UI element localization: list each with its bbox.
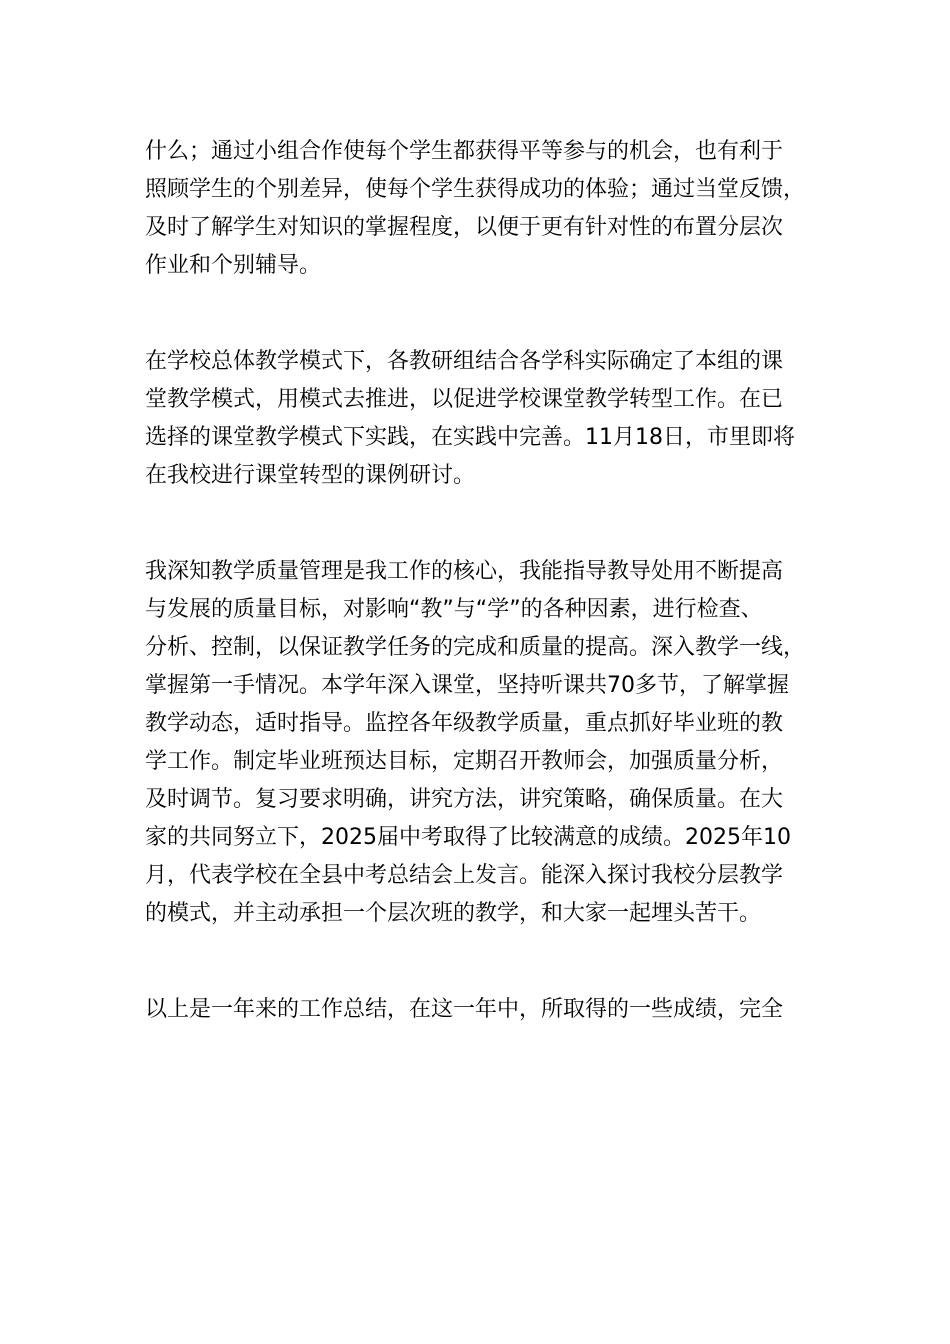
paragraph-line: 掌握第一手情况。本学年深入课堂，坚持听课共70多节，了解掌握	[145, 673, 789, 698]
paragraph-4	[145, 991, 825, 1029]
paragraph-line: 什么；通过小组合作使每个学生都获得平等参与的机会，也有利于	[145, 139, 784, 164]
paragraph-line: 的模式，并主动承担一个层次班的教学，和大家一起埋头苦干。	[145, 901, 762, 926]
paragraph-line: 以上是一年来的工作总结，在这一年中，所取得的一些成绩，完全	[145, 997, 784, 1022]
paragraph-line: 堂教学模式，用模式去推进，以促进学校课堂教学转型工作。在已	[145, 387, 784, 412]
paragraph-line: 学工作。制定毕业班预达目标，定期召开教师会，加强质量分析，	[145, 749, 784, 774]
paragraph-line: 家的共同努立下，2025届中考取得了比较满意的成绩。2025年10	[145, 825, 791, 850]
paragraph-line: 我深知教学质量管理是我工作的核心，我能指导教导处用不断提高	[145, 559, 784, 584]
paragraph-line: 及时调节。复习要求明确，讲究方法，讲究策略，确保质量。在大	[145, 787, 784, 812]
document-body	[145, 133, 825, 1029]
paragraph-line: 照顾学生的个别差异，使每个学生获得成功的体验；通过当堂反馈，	[145, 177, 806, 202]
paragraph-line: 分析、控制，以保证教学任务的完成和质量的提高。深入教学一线，	[145, 635, 806, 660]
paragraph-3	[145, 553, 825, 933]
paragraph-line: 与发展的质量目标，对影响“教”与“学”的各种因素，进行检查、	[145, 597, 763, 622]
paragraph-line: 作业和个别辅导。	[145, 253, 322, 278]
paragraph-spacer	[145, 933, 825, 991]
paragraph-spacer	[145, 495, 825, 553]
paragraph-line: 及时了解学生对知识的掌握程度，以便于更有针对性的布置分层次	[145, 215, 784, 240]
paragraph-spacer	[145, 285, 825, 343]
paragraph-line: 在学校总体教学模式下，各教研组结合各学科实际确定了本组的课	[145, 349, 784, 374]
paragraph-line: 选择的课堂教学模式下实践，在实践中完善。11月18日，市里即将	[145, 425, 795, 450]
paragraph-line: 在我校进行课堂转型的课例研讨。	[145, 463, 476, 488]
paragraph-line: 月，代表学校在全县中考总结会上发言。能深入探讨我校分层教学	[145, 863, 784, 888]
paragraph-1	[145, 133, 825, 285]
paragraph-line: 教学动态，适时指导。监控各年级教学质量，重点抓好毕业班的教	[145, 711, 784, 736]
paragraph-2	[145, 343, 825, 495]
